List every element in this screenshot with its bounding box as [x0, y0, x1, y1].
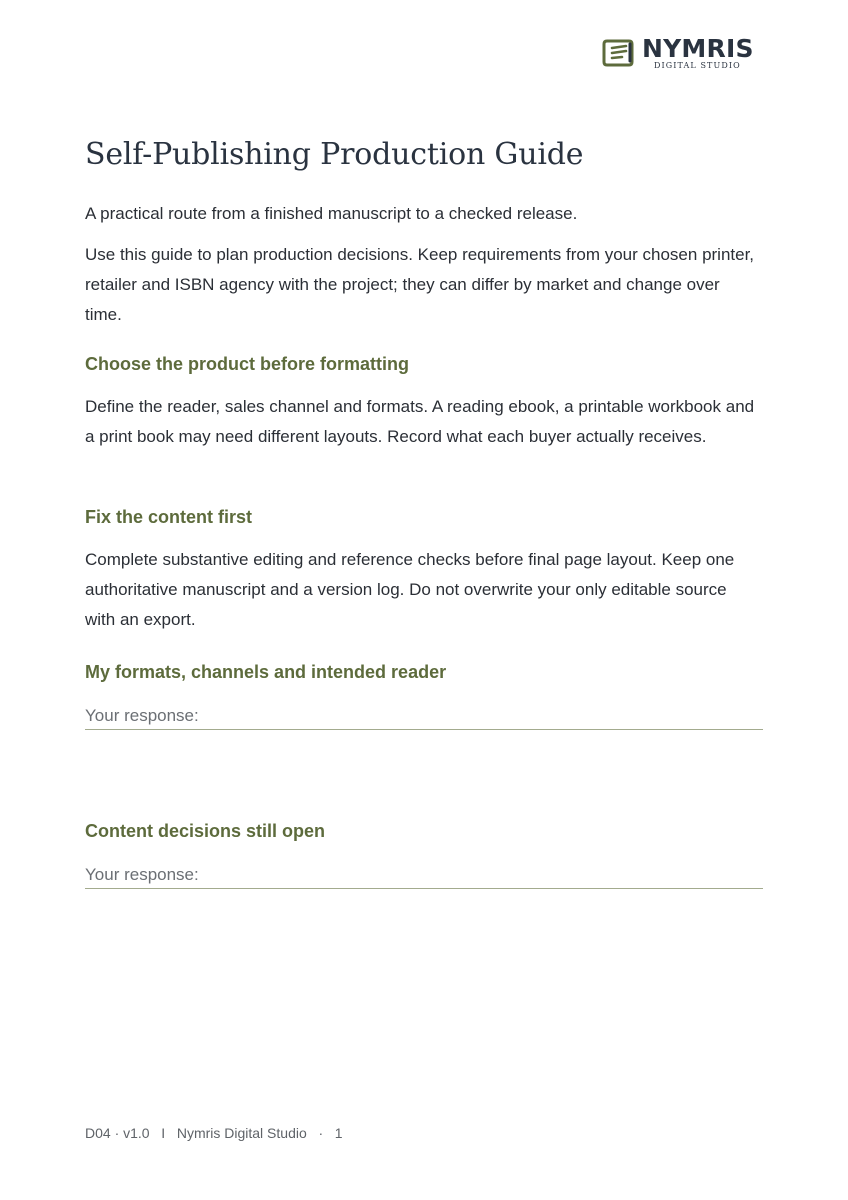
brand-logo [600, 34, 754, 72]
lead-paragraph: A practical route from a finished manuscript to a checked release. [85, 204, 578, 223]
section-heading-product: Choose the product before formatting [85, 354, 409, 374]
response-field-formats[interactable] [85, 705, 763, 730]
response-label: Your response: [85, 706, 199, 725]
section-heading-content: Fix the content first [85, 507, 253, 527]
footer-page-number: 1 [334, 1125, 343, 1141]
intro-paragraph: Use this guide to plan production decisions. Keep requirements from your chosen printer, retailer and ISBN agency with the project; they can differ by market and change over time. [85, 245, 755, 324]
section-body-content: Complete substantive editing and reference checks before final page layout. Keep one authoritative manuscript and a version log. Do not overwrite your only editable source with an export. [85, 550, 735, 629]
prompt-heading-content-decisions: Content decisions still open [85, 821, 326, 841]
response-field-content-decisions[interactable] [85, 864, 763, 889]
footer-studio: Nymris Digital Studio [176, 1125, 307, 1141]
prompt-heading-formats: My formats, channels and intended reader [85, 662, 447, 682]
footer-dot: · [318, 1125, 324, 1141]
page-title: Self-Publishing Production Guide [85, 137, 584, 172]
section-body-product: Define the reader, sales channel and formats. A reading ebook, a printable workbook and a print book may need different layouts. Record what each buyer actually receives. [85, 397, 755, 446]
brand-name: NYMRIS [642, 34, 754, 63]
response-label: Your response: [85, 865, 199, 884]
brand-tagline: DIGITAL STUDIO [654, 61, 741, 70]
document-lines-icon [600, 38, 636, 68]
footer-doc-code: D04 · v1.0 [85, 1125, 150, 1141]
page-footer [85, 1124, 343, 1142]
footer-separator: I [161, 1125, 166, 1141]
